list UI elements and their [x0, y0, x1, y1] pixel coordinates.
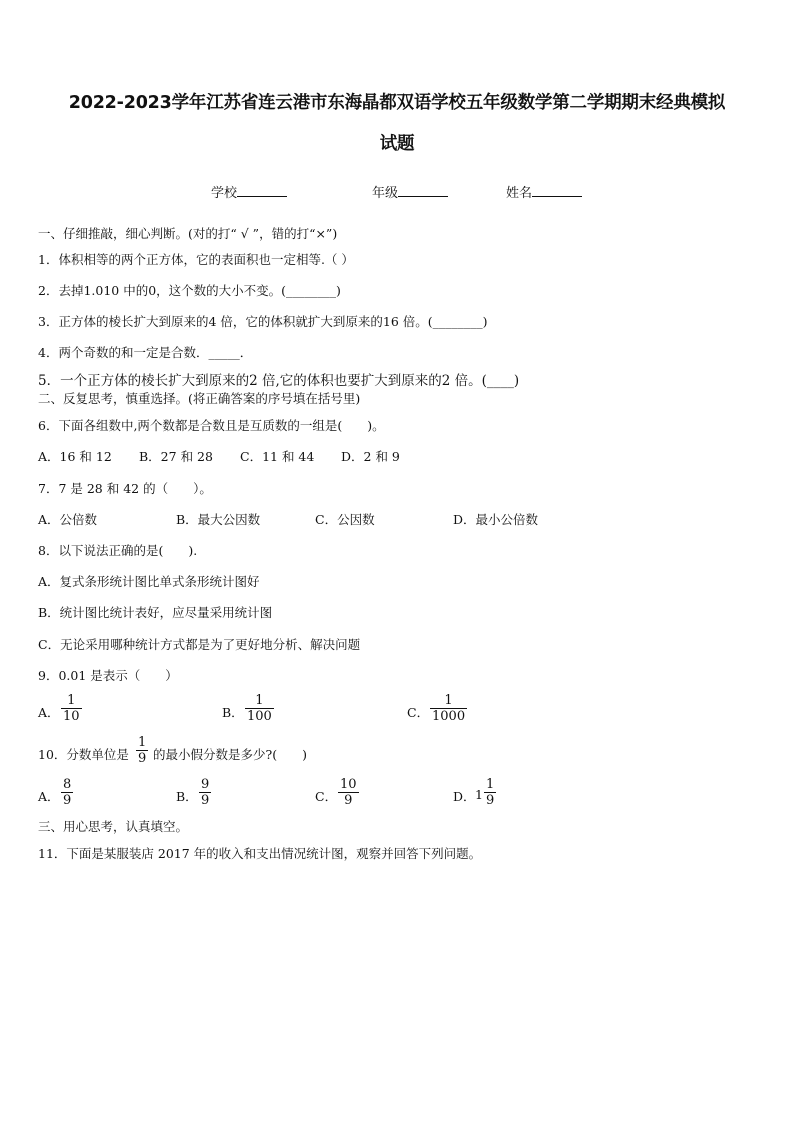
fraction-denominator: 9	[344, 793, 353, 808]
question-1: 1．体积相等的两个正方体，它的表面积也一定相等.（ ）	[38, 252, 354, 267]
page-title-line2: 试题	[379, 134, 415, 154]
grade-blank	[398, 184, 448, 197]
q9-option-c-fraction	[430, 693, 467, 724]
question-2: 2．去掉1.010 中的0，这个数的大小不变。(________)	[38, 283, 341, 298]
q7-option-b: B．最大公因数	[176, 512, 261, 527]
question-6: 6．下面各组数中,两个数都是合数且是互质数的一组是( )。	[38, 418, 385, 433]
school-label: 学校	[211, 186, 238, 201]
q6-option-a: A．16 和 12	[38, 449, 112, 464]
q9-option-a-label: A．	[38, 705, 60, 720]
school-blank	[237, 184, 287, 197]
section-1-heading: 一、仔细推敲，细心判断。(对的打“ √ ”，错的打“×”)	[38, 226, 338, 241]
question-3: 3．正方体的棱长扩大到原来的4 倍，它的体积就扩大到原来的16 倍。(________)	[38, 314, 488, 329]
question-8: 8．以下说法正确的是( ).	[38, 543, 198, 558]
section-2-heading: 二、反复思考，慎重选择。(将正确答案的序号填在括号里)	[38, 391, 361, 406]
q10-option-b-fraction	[199, 777, 211, 808]
fraction-denominator: 10	[63, 709, 80, 724]
fraction-denominator: 9	[138, 751, 147, 766]
q9-option-b-fraction	[245, 693, 274, 724]
q10-unit-fraction	[136, 735, 148, 766]
fraction-numerator: 1	[67, 693, 76, 708]
fraction-denominator: 100	[247, 709, 272, 724]
q6-option-c: C．11 和 44	[240, 449, 315, 464]
question-4: 4．两个奇数的和一定是合数．_____．	[38, 345, 253, 360]
q7-option-a: A．公倍数	[38, 512, 98, 527]
question-10-suffix: 的最小假分数是多少?( )	[153, 747, 307, 762]
question-9: 9．0.01 是表示（ ）	[38, 668, 178, 683]
q10-option-c-fraction	[338, 777, 359, 808]
q8-option-a: A．复式条形统计图比单式条形统计图好	[38, 574, 260, 589]
q9-option-b-label: B．	[222, 705, 244, 720]
q8-option-b: B．统计图比统计表好，应尽量采用统计图	[38, 605, 273, 620]
q10-option-d-whole: 1	[475, 787, 483, 802]
grade-field	[372, 182, 448, 201]
q9-option-c-label: C．	[407, 705, 430, 720]
grade-label: 年级	[372, 186, 399, 201]
q8-option-c: C．无论采用哪种统计方式都是为了更好地分析、解决问题	[38, 637, 361, 652]
question-7: 7．7 是 28 和 42 的（ ）。	[38, 481, 212, 496]
q10-option-b-label: B．	[176, 789, 198, 804]
name-label: 姓名	[506, 186, 533, 201]
fraction-numerator: 9	[201, 777, 210, 792]
q7-option-c: C．公因数	[315, 512, 375, 527]
fraction-numerator: 8	[63, 777, 72, 792]
q10-option-a-label: A．	[38, 789, 60, 804]
fraction-numerator: 10	[340, 777, 357, 792]
q10-option-d-label: D．	[453, 789, 476, 804]
fraction-denominator: 9	[486, 793, 495, 808]
q9-option-a-fraction	[61, 693, 82, 724]
q10-option-a-fraction	[61, 777, 73, 808]
fraction-denominator: 1000	[432, 709, 466, 724]
question-11: 11．下面是某服装店 2017 年的收入和支出情况统计图，观察并回答下列问题。	[38, 846, 482, 861]
q10-option-d-fraction	[484, 777, 496, 808]
fraction-denominator: 9	[63, 793, 72, 808]
school-field	[211, 182, 287, 201]
name-blank	[532, 184, 582, 197]
fraction-numerator: 1	[255, 693, 264, 708]
fraction-numerator: 1	[138, 735, 147, 750]
q6-option-b: B．27 和 28	[139, 449, 213, 464]
q7-option-d: D．最小公倍数	[453, 512, 539, 527]
name-field	[506, 182, 582, 201]
question-5: 5．一个正方体的棱长扩大到原来的2 倍,它的体积也要扩大到原来的2 倍。(____)	[38, 373, 520, 389]
fraction-numerator: 1	[486, 777, 495, 792]
fraction-numerator: 1	[444, 693, 453, 708]
q6-option-d: D．2 和 9	[341, 449, 400, 464]
q10-option-c-label: C．	[315, 789, 338, 804]
section-3-heading: 三、用心思考，认真填空。	[38, 819, 189, 834]
fraction-denominator: 9	[201, 793, 210, 808]
question-10-prefix: 10．分数单位是	[38, 747, 129, 762]
page-title-line1: 2022-2023学年江苏省连云港市东海晶都双语学校五年级数学第二学期期末经典模拟	[68, 93, 726, 113]
